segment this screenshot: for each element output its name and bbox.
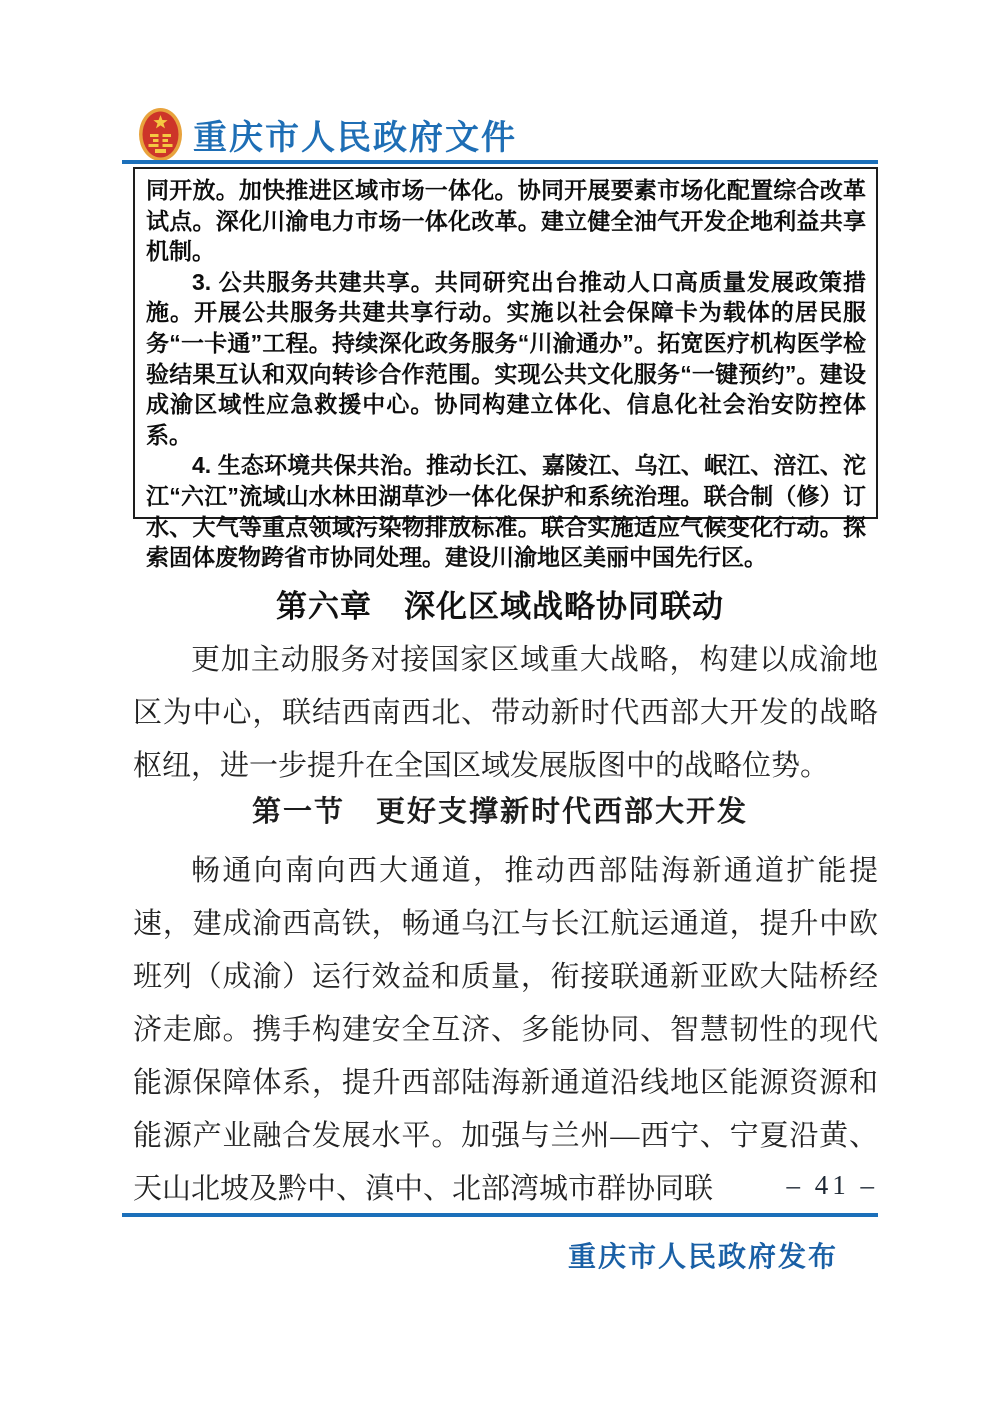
excerpt-paragraph-item-3: 3. 公共服务共建共享。共同研究出台推动人口高质量发展政策措施。开展公共服务共建共享行动。实施以社会保障卡为载体的居民服务“一卡通”工程。持续深化政务服务“川渝通办”。拓宽医疗机构医学检验结果互认和双向转诊合作范围。实现公共文化服务“一键预约”。建设成渝区域性应急救援中心。协同构建立体化、信息化社会治安防控体系。 <box>146 268 866 448</box>
chapter-intro-paragraph: 更加主动服务对接国家区域重大战略，构建以成渝地区为中心，联结西南西北、带动新时代西部大开发的战略枢纽，进一步提升在全国区域发展版图中的战略位势。 <box>133 644 878 782</box>
excerpt-paragraph-item-4: 4. 生态环境共保共治。推动长江、嘉陵江、乌江、岷江、涪江、沱江“六江”流域山水林田湖草沙一体化保护和系统治理。联合制（修）订水、大气等重点领域污染物排放标准。联合实施适应气候变化行动。探索固体废物跨省市协同处理。建设川渝地区美丽中国先行区。 <box>146 452 866 571</box>
excerpt-paragraph-continuation: 同开放。加快推进区域市场一体化。协同开展要素市场化配置综合改革试点。深化川渝电力市场一体化改革。建立健全油气开发企地利益共享机制。 <box>146 177 866 265</box>
header-divider <box>122 160 878 164</box>
footer-divider <box>122 1213 878 1217</box>
national-emblem-icon <box>137 106 184 163</box>
chapter-heading: 第六章 深化区域战略协同联动 <box>276 589 724 624</box>
section-heading: 第一节 更好支撑新时代西部大开发 <box>251 796 748 828</box>
section-body-paragraph: 畅通向南向西大通道，推动西部陆海新通道扩能提速，建成渝西高铁，畅通乌江与长江航运通道，提升中欧班列（成渝）运行效益和质量，衔接联通新亚欧大陆桥经济走廊。携手构建安全互济、多能协同、智慧韧性的现代能源保障体系，提升西部陆海新通道沿线地区能源资源和能源产业融合发展水平。加强与兰州—西宁、宁夏沿黄、天山北坡及黔中、滇中、北部湾城市群协同联 <box>133 855 878 1205</box>
document-title: 重庆市人民政府文件 <box>193 119 517 157</box>
page-number: – 41 – <box>786 1170 878 1200</box>
document-header <box>137 106 517 163</box>
excerpt-box <box>133 167 878 571</box>
publisher-label: 重庆市人民政府发布 <box>567 1241 838 1272</box>
